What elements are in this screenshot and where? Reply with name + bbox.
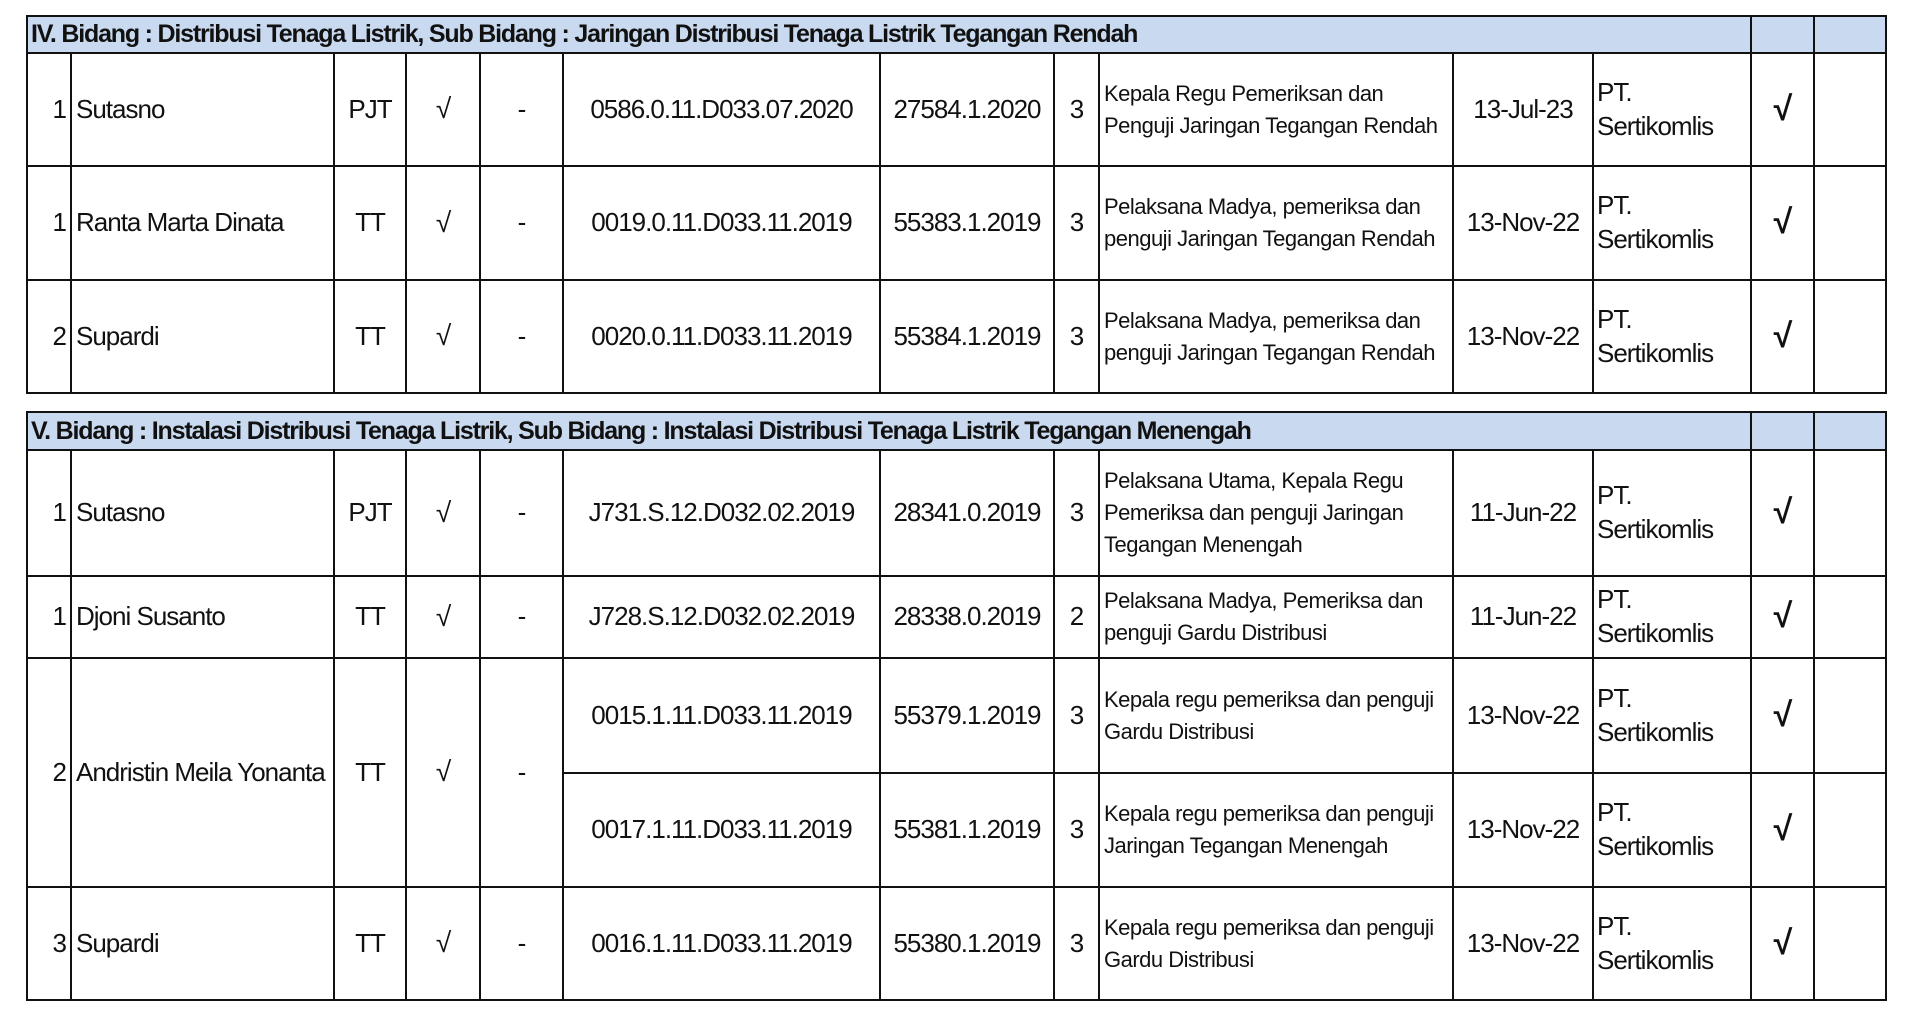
registration-number: 0586.0.11.D033.07.2020 [563, 53, 880, 166]
empty-cell [1814, 576, 1886, 658]
table-row [27, 887, 1886, 1000]
expiry-date: 13-Nov-22 [1453, 658, 1593, 773]
role: TT [334, 166, 406, 280]
certificate-number: 55380.1.2019 [880, 887, 1054, 1000]
qualification: Kepala Regu Pemeriksan dan Penguji Jaringan Tegangan Rendah [1099, 53, 1453, 166]
level: 3 [1054, 658, 1099, 773]
expiry-date: 13-Nov-22 [1453, 166, 1593, 280]
checkmark-icon: √ [406, 658, 480, 887]
table-row [27, 166, 1886, 280]
qualification: Kepala regu pemeriksa dan penguji Gardu Distribusi [1099, 658, 1453, 773]
checkmark-icon: √ [1751, 658, 1814, 773]
table-row [27, 450, 1886, 576]
expiry-date: 13-Jul-23 [1453, 53, 1593, 166]
person-name: Supardi [71, 887, 334, 1000]
person-name: Sutasno [71, 53, 334, 166]
qualification: Pelaksana Madya, pemeriksa dan penguji Jaringan Tegangan Rendah [1099, 166, 1453, 280]
empty-cell [1814, 53, 1886, 166]
issuer: PT. Sertikomlis [1593, 166, 1751, 280]
row-number: 2 [27, 280, 71, 393]
checkmark-icon: √ [406, 166, 480, 280]
role: TT [334, 658, 406, 887]
row-number: 2 [27, 658, 71, 887]
header-empty-cell [1814, 16, 1886, 53]
registration-number: 0017.1.11.D033.11.2019 [563, 773, 880, 887]
person-name: Andristin Meila Yonanta [71, 658, 334, 887]
dash-cell: - [480, 53, 563, 166]
checkmark-icon: √ [406, 576, 480, 658]
role: TT [334, 887, 406, 1000]
certificate-number: 55379.1.2019 [880, 658, 1054, 773]
person-name: Ranta Marta Dinata [71, 166, 334, 280]
checkmark-icon: √ [1751, 53, 1814, 166]
expiry-date: 11-Jun-22 [1453, 576, 1593, 658]
issuer: PT. Sertikomlis [1593, 658, 1751, 773]
dash-cell: - [480, 280, 563, 393]
issuer: PT. Sertikomlis [1593, 280, 1751, 393]
checkmark-icon: √ [1751, 166, 1814, 280]
expiry-date: 13-Nov-22 [1453, 887, 1593, 1000]
role: PJT [334, 53, 406, 166]
section-iv-table [26, 15, 1887, 394]
registration-number: 0015.1.11.D033.11.2019 [563, 658, 880, 773]
role: PJT [334, 450, 406, 576]
checkmark-icon: √ [1751, 887, 1814, 1000]
expiry-date: 13-Nov-22 [1453, 280, 1593, 393]
dash-cell: - [480, 576, 563, 658]
level: 3 [1054, 450, 1099, 576]
dash-cell: - [480, 450, 563, 576]
level: 2 [1054, 576, 1099, 658]
level: 3 [1054, 53, 1099, 166]
level: 3 [1054, 166, 1099, 280]
section-header [27, 16, 1886, 53]
row-number: 3 [27, 887, 71, 1000]
qualification: Pelaksana Madya, Pemeriksa dan penguji Gardu Distribusi [1099, 576, 1453, 658]
level: 3 [1054, 773, 1099, 887]
qualification: Pelaksana Utama, Kepala Regu Pemeriksa dan penguji Jaringan Tegangan Menengah [1099, 450, 1453, 576]
issuer: PT. Sertikomlis [1593, 887, 1751, 1000]
row-number: 1 [27, 53, 71, 166]
role: TT [334, 280, 406, 393]
section-header [27, 412, 1886, 450]
empty-cell [1814, 658, 1886, 773]
dash-cell: - [480, 887, 563, 1000]
checkmark-icon: √ [406, 450, 480, 576]
issuer: PT. Sertikomlis [1593, 450, 1751, 576]
registration-number: J731.S.12.D032.02.2019 [563, 450, 880, 576]
qualification: Pelaksana Madya, pemeriksa dan penguji Jaringan Tegangan Rendah [1099, 280, 1453, 393]
role: TT [334, 576, 406, 658]
level: 3 [1054, 887, 1099, 1000]
registration-number: 0016.1.11.D033.11.2019 [563, 887, 880, 1000]
empty-cell [1814, 773, 1886, 887]
row-number: 1 [27, 450, 71, 576]
header-empty-cell [1751, 412, 1814, 450]
issuer: PT. Sertikomlis [1593, 576, 1751, 658]
table-row [27, 53, 1886, 166]
qualification: Kepala regu pemeriksa dan penguji Jaringan Tegangan Menengah [1099, 773, 1453, 887]
checkmark-icon: √ [1751, 576, 1814, 658]
certificate-number: 55383.1.2019 [880, 166, 1054, 280]
expiry-date: 13-Nov-22 [1453, 773, 1593, 887]
header-empty-cell [1751, 16, 1814, 53]
header-empty-cell [1814, 412, 1886, 450]
checkmark-icon: √ [406, 887, 480, 1000]
section-v-table [26, 411, 1887, 1001]
checkmark-icon: √ [406, 280, 480, 393]
section-title: V. Bidang : Instalasi Distribusi Tenaga Listrik, Sub Bidang : Instalasi Distribusi Tenaga Listrik Tegangan Menengah [27, 412, 1751, 450]
expiry-date: 11-Jun-22 [1453, 450, 1593, 576]
certificate-number: 28341.0.2019 [880, 450, 1054, 576]
checkmark-icon: √ [1751, 773, 1814, 887]
registration-number: J728.S.12.D032.02.2019 [563, 576, 880, 658]
table-row [27, 576, 1886, 658]
table-row [27, 280, 1886, 393]
certificate-number: 28338.0.2019 [880, 576, 1054, 658]
empty-cell [1814, 280, 1886, 393]
person-name: Sutasno [71, 450, 334, 576]
issuer: PT. Sertikomlis [1593, 773, 1751, 887]
person-name: Djoni Susanto [71, 576, 334, 658]
certificate-number: 55384.1.2019 [880, 280, 1054, 393]
registration-number: 0019.0.11.D033.11.2019 [563, 166, 880, 280]
checkmark-icon: √ [406, 53, 480, 166]
person-name: Supardi [71, 280, 334, 393]
row-number: 1 [27, 166, 71, 280]
qualification: Kepala regu pemeriksa dan penguji Gardu Distribusi [1099, 887, 1453, 1000]
dash-cell: - [480, 658, 563, 887]
empty-cell [1814, 887, 1886, 1000]
dash-cell: - [480, 166, 563, 280]
empty-cell [1814, 166, 1886, 280]
certificate-number: 55381.1.2019 [880, 773, 1054, 887]
checkmark-icon: √ [1751, 450, 1814, 576]
row-number: 1 [27, 576, 71, 658]
table-row [27, 658, 1886, 773]
registration-number: 0020.0.11.D033.11.2019 [563, 280, 880, 393]
issuer: PT. Sertikomlis [1593, 53, 1751, 166]
checkmark-icon: √ [1751, 280, 1814, 393]
level: 3 [1054, 280, 1099, 393]
section-title: IV. Bidang : Distribusi Tenaga Listrik, Sub Bidang : Jaringan Distribusi Tenaga Listrik Tegangan Rendah [27, 16, 1751, 53]
certificate-number: 27584.1.2020 [880, 53, 1054, 166]
empty-cell [1814, 450, 1886, 576]
